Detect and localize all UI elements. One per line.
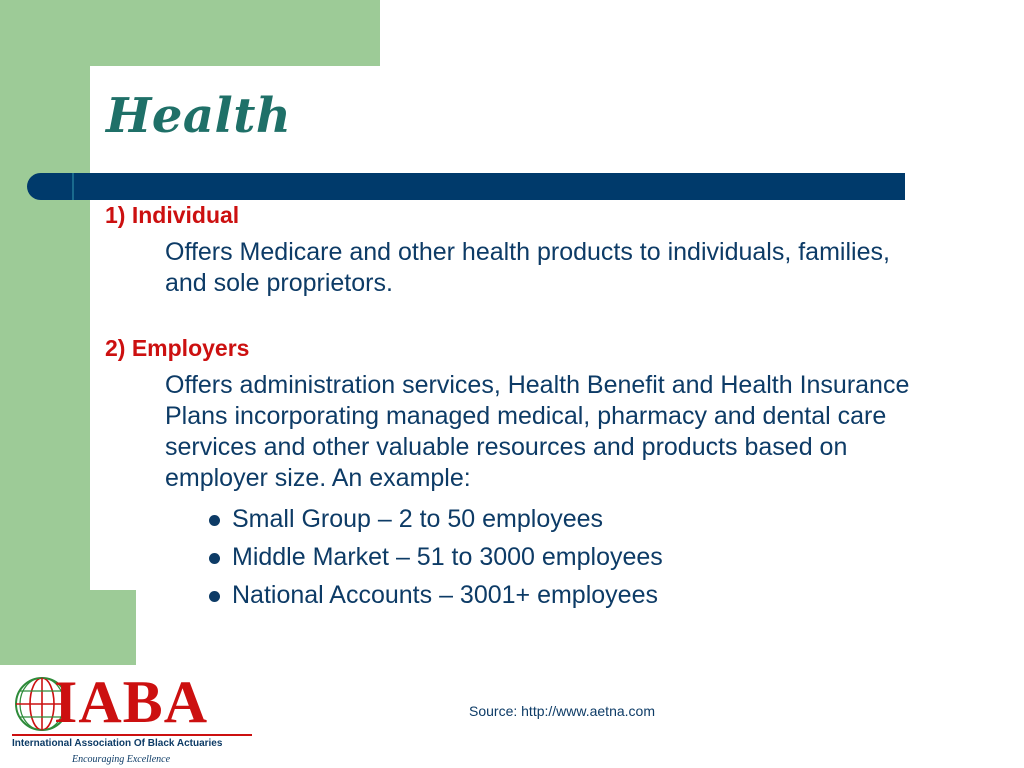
- title-divider-bar: [27, 173, 905, 200]
- list-item-text: National Accounts – 3001+ employees: [232, 581, 658, 609]
- logo-tagline: Encouraging Excellence: [72, 754, 171, 765]
- section-text-individual: Offers Medicare and other health products to individuals, families, and sole proprietors.: [165, 238, 890, 297]
- slide-content: [105, 200, 935, 614]
- logo-organization-name: International Association Of Black Actuaries: [12, 734, 252, 749]
- section-spacer: [105, 299, 935, 333]
- source-citation: Source: http://www.aetna.com: [469, 703, 655, 719]
- section-text-employers: Offers administration services, Health Benefit and Health Insurance Plans incorporating managed medical, pharmacy and dental care services and other valuable resources and products based on employer size. An example:: [165, 371, 910, 492]
- slide-title: Health: [106, 88, 292, 144]
- logo-acronym: IABA: [54, 669, 209, 735]
- section-heading-individual: 1) Individual: [105, 202, 240, 228]
- employer-size-list: [209, 500, 935, 614]
- list-item-text: Small Group – 2 to 50 employees: [232, 505, 604, 533]
- list-item: [209, 538, 935, 576]
- section-heading-employers: 2) Employers: [105, 335, 250, 361]
- iaba-logo: [12, 669, 252, 765]
- decorative-green-left: [0, 0, 90, 665]
- bullet-icon: [209, 515, 220, 526]
- bullet-icon: [209, 591, 220, 602]
- list-item: [209, 576, 935, 614]
- title-divider-accent: [72, 173, 74, 200]
- list-item: [209, 500, 935, 538]
- list-item-text: Middle Market – 51 to 3000 employees: [232, 543, 663, 571]
- bullet-icon: [209, 553, 220, 564]
